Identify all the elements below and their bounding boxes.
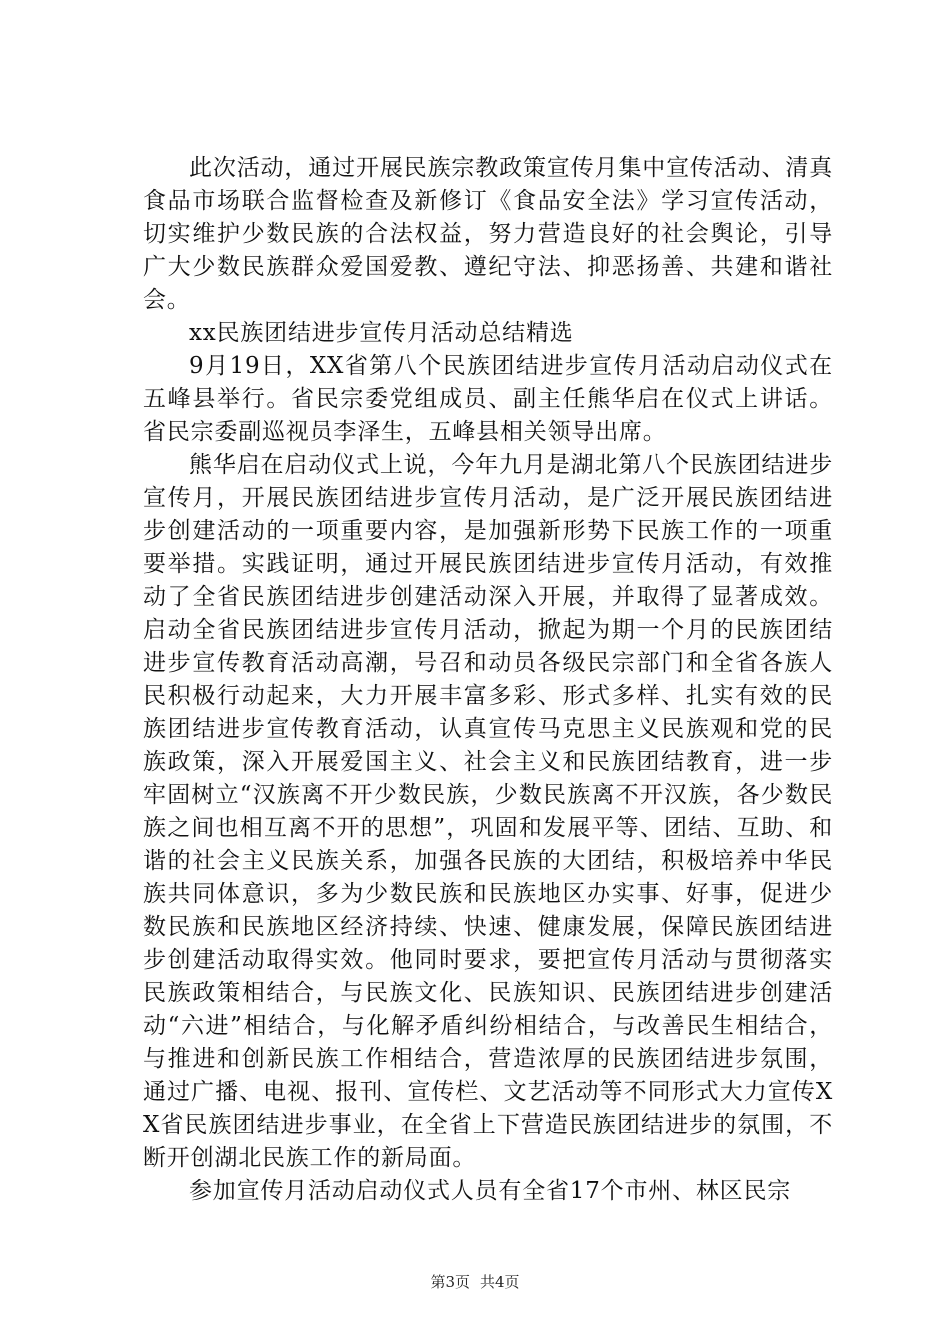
paragraph-launch-ceremony: 9月19日，XX省第八个民族团结进步宣传月活动启动仪式在五峰县举行。省民宗委党组成员、副主任熊华启在仪式上讲话。省民宗委副巡视员李泽生，五峰县相关领导出席。 [143,353,833,445]
paragraph-attendees: 参加宣传月活动启动仪式人员有全省17个市州、林区民宗 [189,1178,792,1204]
document-body [143,152,833,1208]
page-footer [0,1272,950,1292]
paragraph-speech: 熊华启在启动仪式上说，今年九月是湖北第八个民族团结进步宣传月，开展民族团结进步宣传月活动，是广泛开展民族团结进步创建活动的一项重要内容，是加强新形势下民族工作的一项重要举措。实践证明，通过开展民族团结进步宣传月活动，有效推动了全省民族团结进步创建活动深入开展，并取得了显著成效。启动全省民族团结进步宣传月活动，掀起为期一个月的民族团结进步宣传教育活动高潮，号召和动员各级民宗部门和全省各族人民积极行动起来，大力开展丰富多彩、形式多样、扎实有效的民族团结进步宣传教育活动，认真宣传马克思主义民族观和党的民族政策，深入开展爱国主义、社会主义和民族团结教育，进一步牢固树立“汉族离不开少数民族，少数民族离不开汉族，各少数民族之间也相互离不开的思想”，巩固和发展平等、团结、互助、和谐的社会主义民族关系，加强各民族的大团结，积极培养中华民族共同体意识，多为少数民族和民族地区办实事、好事，促进少数民族和民族地区经济持续、快速、健康发展，保障民族团结进步创建活动取得实效。他同时要求，要把宣传月活动与贯彻落实民族政策相结合，与民族文化、民族知识、民族团结进步创建活动“六进”相结合，与化解矛盾纠纷相结合，与改善民生相结合，与推进和创新民族工作相结合，营造浓厚的民族团结进步氛围，通过广播、电视、报刊、宣传栏、文艺活动等不同形式大力宣传XX省民族团结进步事业，在全省上下营造民族团结进步的氛围，不断开创湖北民族工作的新局面。 [143,452,833,1171]
section-heading: xx民族团结进步宣传月活动总结精选 [189,320,574,346]
page-total: 共4页 [480,1273,520,1291]
page-number: 第3页 [430,1273,470,1291]
paragraph-activity-summary: 此次活动，通过开展民族宗教政策宣传月集中宣传活动、清真食品市场联合监督检查及新修订《食品安全法》学习宣传活动，切实维护少数民族的合法权益，努力营造良好的社会舆论，引导广大少数民族群众爱国爱教、遵纪守法、抑恶扬善、共建和谐社会。 [143,155,833,313]
